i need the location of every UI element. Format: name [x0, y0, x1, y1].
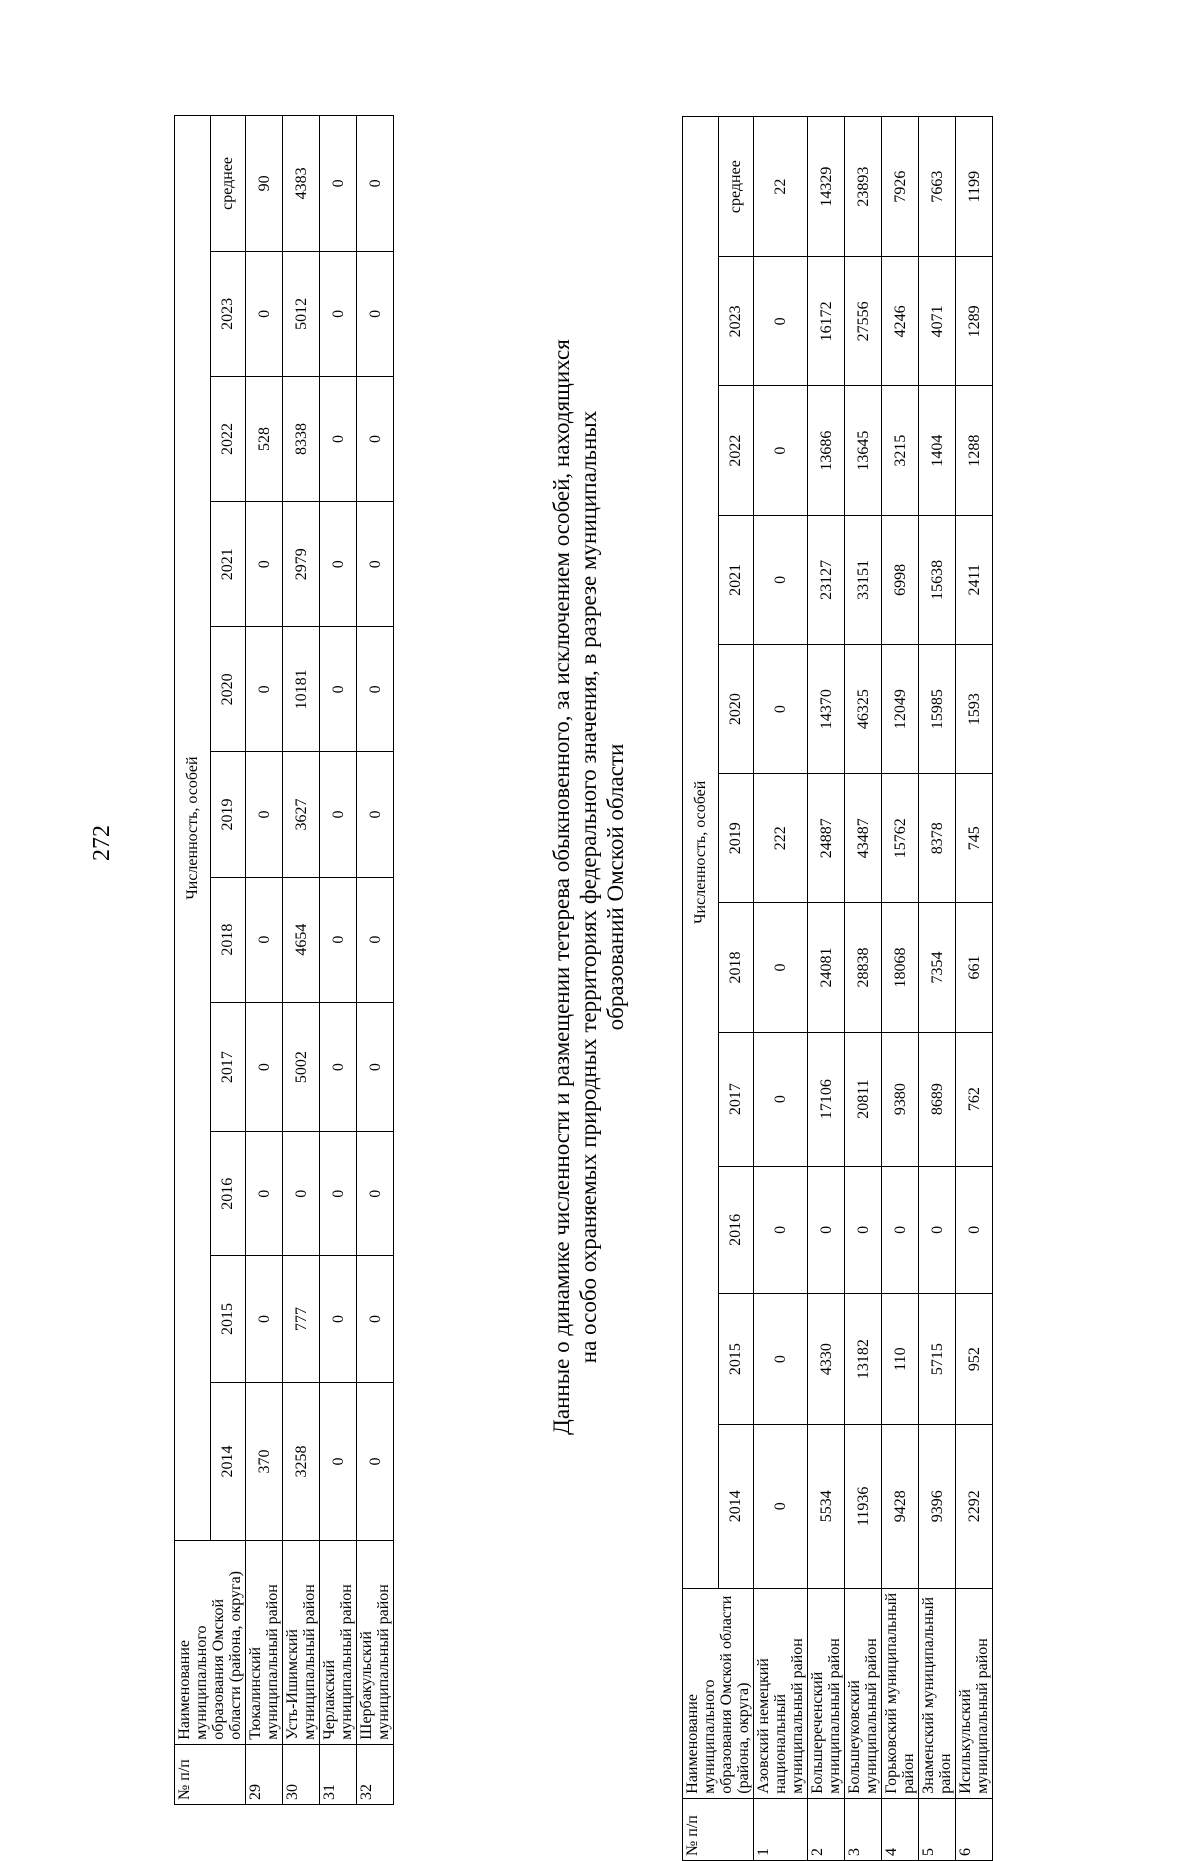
row-number: 4	[882, 1798, 919, 1860]
row-value: 0	[320, 877, 357, 1002]
row-value: 8689	[919, 1032, 956, 1166]
row-value: 5012	[283, 251, 320, 376]
row-value: 0	[357, 116, 394, 252]
header-year: 2021	[718, 515, 754, 644]
row-value: 0	[754, 257, 808, 386]
table-row	[845, 117, 882, 1861]
header-year: 2017	[718, 1032, 754, 1166]
row-value: 14370	[808, 644, 845, 773]
table-row	[808, 117, 845, 1861]
row-value: 24081	[808, 903, 845, 1032]
row-name: Азовский немецкий национальный муниципальный район	[754, 1588, 808, 1798]
row-value: 24887	[808, 774, 845, 903]
table-bottom	[682, 116, 993, 1861]
row-value: 28838	[845, 903, 882, 1032]
row-value: 0	[754, 644, 808, 773]
header-year: 2017	[210, 1002, 246, 1132]
row-value: 23893	[845, 117, 882, 257]
header-year: 2020	[210, 627, 246, 752]
row-number: 3	[845, 1798, 882, 1860]
header-year: 2022	[210, 376, 246, 501]
header-name: Наименование муниципального образования Омской области (района, округа)	[175, 1541, 246, 1745]
row-value: 0	[320, 1002, 357, 1132]
row-value: 0	[754, 1294, 808, 1425]
row-value: 20811	[845, 1032, 882, 1166]
row-value: 15762	[882, 774, 919, 903]
row-value: 222	[754, 774, 808, 903]
row-value: 3258	[283, 1382, 320, 1540]
row-value: 0	[320, 502, 357, 627]
header-year: 2019	[718, 774, 754, 903]
header-name: Наименование муниципального образования Омской области (района, округа)	[683, 1588, 754, 1798]
row-value: 1593	[956, 644, 993, 773]
header-year: 2015	[210, 1256, 246, 1383]
header-year: 2023	[210, 251, 246, 376]
row-value: 1199	[956, 117, 993, 257]
row-name: Тюкалинский муниципальный район	[246, 1541, 283, 1745]
row-value: 4330	[808, 1294, 845, 1425]
row-value: 5002	[283, 1002, 320, 1132]
table-row	[882, 117, 919, 1861]
row-value: 18068	[882, 903, 919, 1032]
row-value: 0	[754, 1425, 808, 1589]
row-value: 43487	[845, 774, 882, 903]
row-value: 0	[246, 502, 283, 627]
row-value: 0	[246, 1256, 283, 1383]
row-value: 27556	[845, 257, 882, 386]
row-value: 745	[956, 774, 993, 903]
row-value: 370	[246, 1382, 283, 1540]
row-value: 7354	[919, 903, 956, 1032]
row-value: 13686	[808, 386, 845, 515]
row-value: 22	[754, 117, 808, 257]
row-number: 31	[320, 1744, 357, 1804]
table-row	[283, 116, 320, 1805]
row-value: 0	[320, 116, 357, 252]
header-year: 2022	[718, 386, 754, 515]
row-value: 33151	[845, 515, 882, 644]
row-value: 46325	[845, 644, 882, 773]
row-value: 2979	[283, 502, 320, 627]
row-value: 13182	[845, 1294, 882, 1425]
row-value: 0	[320, 1256, 357, 1383]
table-row	[246, 116, 283, 1805]
table-top	[174, 115, 394, 1805]
row-number: 30	[283, 1744, 320, 1804]
title-line-2: на особо охраняемых природных территориях федерального значения, в разрезе муниципальных	[576, 410, 601, 1364]
row-value: 110	[882, 1294, 919, 1425]
row-value: 15638	[919, 515, 956, 644]
header-year: среднее	[718, 117, 754, 257]
row-number: 1	[754, 1798, 808, 1860]
header-year: среднее	[210, 116, 246, 252]
row-value: 4383	[283, 116, 320, 252]
header-year: 2019	[210, 752, 246, 877]
row-value: 0	[357, 752, 394, 877]
header-year: 2015	[718, 1294, 754, 1425]
row-number: 2	[808, 1798, 845, 1860]
row-value: 0	[246, 877, 283, 1002]
row-name: Черлакский муниципальный район	[320, 1541, 357, 1745]
row-number: 29	[246, 1744, 283, 1804]
row-value: 12049	[882, 644, 919, 773]
row-value: 90	[246, 116, 283, 252]
row-value: 8338	[283, 376, 320, 501]
row-value: 0	[754, 515, 808, 644]
row-value: 0	[320, 627, 357, 752]
row-name: Большереченский муниципальный район	[808, 1588, 845, 1798]
row-value: 0	[357, 251, 394, 376]
row-number: 5	[919, 1798, 956, 1860]
row-value: 0	[357, 502, 394, 627]
row-value: 1289	[956, 257, 993, 386]
row-value: 0	[283, 1132, 320, 1256]
header-group: Численность, особей	[175, 116, 211, 1541]
row-value: 4654	[283, 877, 320, 1002]
row-value: 952	[956, 1294, 993, 1425]
header-year: 2016	[210, 1132, 246, 1256]
header-year: 2016	[718, 1166, 754, 1294]
row-value: 762	[956, 1032, 993, 1166]
header-num: № п/п	[683, 1798, 754, 1860]
row-value: 0	[754, 386, 808, 515]
row-value: 1288	[956, 386, 993, 515]
row-value: 777	[283, 1256, 320, 1383]
row-value: 0	[754, 1166, 808, 1294]
row-value: 7663	[919, 117, 956, 257]
table-row	[919, 117, 956, 1861]
row-name: Горьковский муниципальный район	[882, 1588, 919, 1798]
header-group: Численность, особей	[683, 117, 719, 1589]
row-value: 0	[246, 627, 283, 752]
row-value: 0	[357, 376, 394, 501]
row-value: 0	[246, 752, 283, 877]
row-value: 2292	[956, 1425, 993, 1589]
header-year: 2020	[718, 644, 754, 773]
row-value: 0	[320, 251, 357, 376]
row-value: 4071	[919, 257, 956, 386]
row-value: 2411	[956, 515, 993, 644]
row-name: Шербакульский муниципальный район	[357, 1541, 394, 1745]
row-value: 3627	[283, 752, 320, 877]
row-name: Усть-Ишимский муниципальный район	[283, 1541, 320, 1745]
row-value: 11936	[845, 1425, 882, 1589]
table-row	[320, 116, 357, 1805]
row-value: 0	[320, 1382, 357, 1540]
row-value: 9380	[882, 1032, 919, 1166]
row-value: 0	[246, 251, 283, 376]
row-value: 9396	[919, 1425, 956, 1589]
row-value: 15985	[919, 644, 956, 773]
table-title	[548, 287, 629, 1487]
table-row	[956, 117, 993, 1861]
row-value: 0	[246, 1132, 283, 1256]
row-value: 6998	[882, 515, 919, 644]
row-value: 0	[357, 627, 394, 752]
row-value: 8378	[919, 774, 956, 903]
row-value: 0	[320, 376, 357, 501]
row-name: Знаменский муниципальный район	[919, 1588, 956, 1798]
header-year: 2018	[210, 877, 246, 1002]
title-line-3: образований Омской области	[603, 743, 628, 1031]
row-value: 0	[357, 1002, 394, 1132]
row-value: 4246	[882, 257, 919, 386]
row-value: 5715	[919, 1294, 956, 1425]
row-number: 6	[956, 1798, 993, 1860]
row-name: Исилькульский муниципальный район	[956, 1588, 993, 1798]
title-line-1: Данные о динамике численности и размещении тетерева обыкновенного, за исключением особей, находящихся	[549, 339, 574, 1435]
row-value: 9428	[882, 1425, 919, 1589]
row-value: 0	[956, 1166, 993, 1294]
row-name: Большеуковский муниципальный район	[845, 1588, 882, 1798]
row-value: 0	[357, 1382, 394, 1540]
header-year: 2018	[718, 903, 754, 1032]
header-year: 2014	[210, 1382, 246, 1540]
row-value: 0	[320, 752, 357, 877]
row-value: 661	[956, 903, 993, 1032]
row-value: 14329	[808, 117, 845, 257]
table-row	[754, 117, 808, 1861]
row-value: 528	[246, 376, 283, 501]
row-value: 5534	[808, 1425, 845, 1589]
header-year: 2021	[210, 502, 246, 627]
table-row	[357, 116, 394, 1805]
page-number: 272	[89, 825, 115, 861]
row-value: 3215	[882, 386, 919, 515]
row-value: 0	[754, 903, 808, 1032]
row-value: 17106	[808, 1032, 845, 1166]
row-value: 0	[754, 1032, 808, 1166]
row-value: 1404	[919, 386, 956, 515]
row-value: 0	[357, 877, 394, 1002]
row-value: 0	[919, 1166, 956, 1294]
row-value: 0	[357, 1132, 394, 1256]
row-value: 0	[845, 1166, 882, 1294]
row-value: 7926	[882, 117, 919, 257]
header-year: 2014	[718, 1425, 754, 1589]
row-value: 0	[808, 1166, 845, 1294]
row-value: 10181	[283, 627, 320, 752]
header-year: 2023	[718, 257, 754, 386]
row-value: 13645	[845, 386, 882, 515]
row-value: 0	[357, 1256, 394, 1383]
row-value: 0	[882, 1166, 919, 1294]
row-value: 16172	[808, 257, 845, 386]
header-num: № п/п	[175, 1744, 246, 1804]
row-number: 32	[357, 1744, 394, 1804]
row-value: 0	[246, 1002, 283, 1132]
row-value: 23127	[808, 515, 845, 644]
row-value: 0	[320, 1132, 357, 1256]
